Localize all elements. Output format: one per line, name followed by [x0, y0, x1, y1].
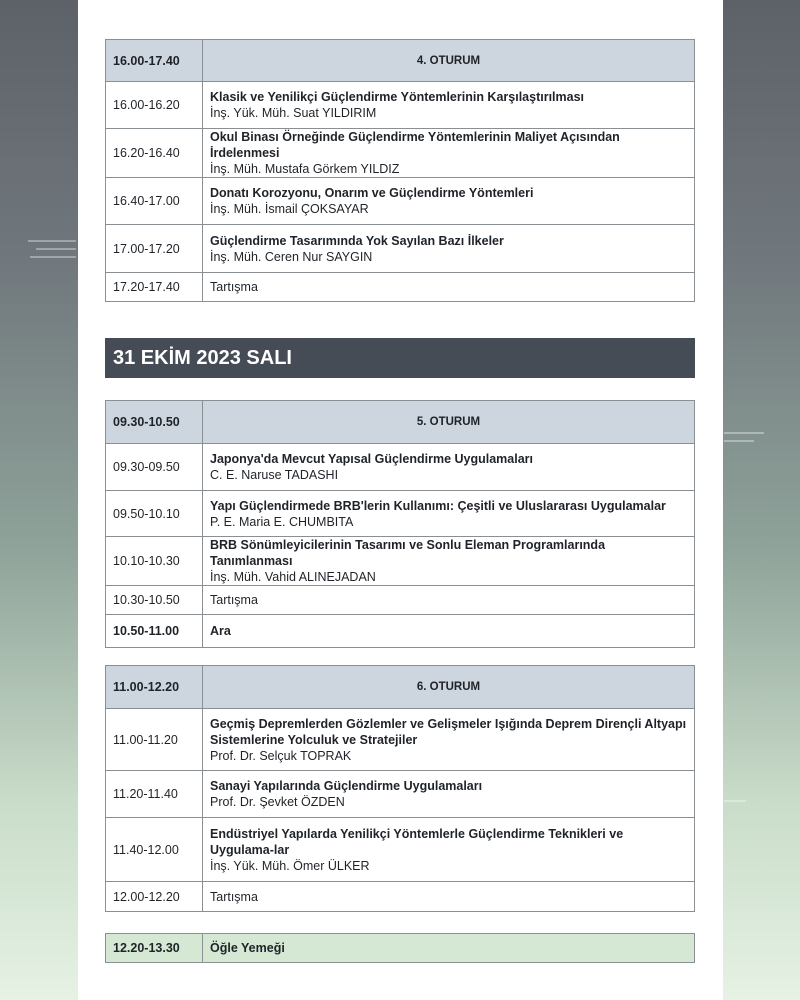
session-header: [106, 401, 695, 444]
row-time: 16.40-17.00: [106, 178, 203, 225]
lunch-cell: Öğle Yemeği: [203, 934, 695, 963]
table-row: [106, 129, 695, 178]
talk-speaker: İnş. Yük. Müh. Ömer ÜLKER: [210, 858, 370, 873]
discussion-cell: Tartışma: [203, 882, 695, 912]
row-time: 16.00-16.20: [106, 82, 203, 129]
row-time: 10.50-11.00: [106, 615, 203, 648]
row-time: 17.20-17.40: [106, 273, 203, 302]
session-5-table: [105, 400, 695, 648]
talk-title: BRB Sönümleyicilerinin Tasarımı ve Sonlu Eleman Programlarında Tanımlanması: [210, 538, 606, 568]
table-row: [106, 225, 695, 273]
row-time: 11.20-11.40: [106, 771, 203, 818]
table-row: [106, 771, 695, 818]
talk-speaker: İnş. Müh. Vahid ALINEJADAN: [210, 570, 376, 584]
talk-cell: [203, 709, 695, 771]
session-time: 11.00-12.20: [106, 666, 203, 709]
table-row: [106, 537, 695, 586]
table-row: [106, 818, 695, 882]
row-time: 11.00-11.20: [106, 709, 203, 771]
table-row: [106, 882, 695, 912]
talk-cell: [203, 491, 695, 537]
session-6-table: [105, 665, 695, 912]
talk-speaker: İnş. Müh. Ceren Nur SAYGIN: [210, 249, 373, 264]
session-4-table: [105, 39, 695, 302]
table-row: [106, 491, 695, 537]
talk-speaker: Prof. Dr. Şevket ÖZDEN: [210, 795, 345, 809]
talk-speaker: İnş. Müh. İsmail ÇOKSAYAR: [210, 202, 369, 216]
table-row: [106, 444, 695, 491]
talk-title: Japonya'da Mevcut Yapısal Güçlendirme Uygulamaları: [210, 452, 534, 466]
talk-cell: [203, 444, 695, 491]
table-row: [106, 178, 695, 225]
table-row: [106, 615, 695, 648]
talk-cell: [203, 225, 695, 273]
program-page: [78, 0, 723, 1000]
session-time: 09.30-10.50: [106, 401, 203, 444]
talk-speaker: İnş. Müh. Mustafa Görkem YILDIZ: [210, 162, 400, 176]
talk-cell: [203, 129, 695, 178]
talk-speaker: İnş. Yük. Müh. Suat YILDIRIM: [210, 106, 377, 120]
talk-speaker: Prof. Dr. Selçuk TOPRAK: [210, 748, 352, 763]
row-time: 09.50-10.10: [106, 491, 203, 537]
talk-title: Klasik ve Yenilikçi Güçlendirme Yöntemlerinin Karşılaştırılması: [210, 90, 585, 104]
talk-cell: [203, 771, 695, 818]
row-time: 12.00-12.20: [106, 882, 203, 912]
row-time: 10.30-10.50: [106, 586, 203, 615]
row-time: 16.20-16.40: [106, 129, 203, 178]
row-time: 10.10-10.30: [106, 537, 203, 586]
row-time: 17.00-17.20: [106, 225, 203, 273]
row-time: 12.20-13.30: [106, 934, 203, 963]
talk-title: Sanayi Yapılarında Güçlendirme Uygulamaları: [210, 779, 483, 793]
session-time: 16.00-17.40: [106, 40, 203, 82]
talk-title: Endüstriyel Yapılarda Yenilikçi Yöntemlerle Güçlendirme Teknikleri ve Uygulama-lar: [210, 826, 624, 857]
day-banner: 31 EKİM 2023 SALI: [105, 338, 695, 378]
discussion-cell: Tartışma: [203, 273, 695, 302]
session-title: 4. OTURUM: [203, 40, 695, 82]
talk-speaker: P. E. Maria E. CHUMBITA: [210, 514, 354, 529]
session-title: 6. OTURUM: [203, 666, 695, 709]
table-row: [106, 934, 695, 963]
talk-cell: [203, 537, 695, 586]
session-title: 5. OTURUM: [203, 401, 695, 444]
talk-title: Donatı Korozyonu, Onarım ve Güçlendirme Yöntemleri: [210, 186, 534, 200]
talk-title: Geçmiş Depremlerden Gözlemler ve Gelişmeler Işığında Deprem Dirençli Altyapı Sistemlerine Yolculuk ve Stratejiler: [210, 716, 687, 747]
talk-cell: [203, 82, 695, 129]
table-row: [106, 82, 695, 129]
table-row: [106, 273, 695, 302]
talk-cell: [203, 818, 695, 882]
discussion-cell: Tartışma: [203, 586, 695, 615]
table-row: [106, 586, 695, 615]
row-time: 11.40-12.00: [106, 818, 203, 882]
break-cell: Ara: [203, 615, 695, 648]
lunch-table: [105, 933, 695, 963]
talk-cell: [203, 178, 695, 225]
table-row: [106, 709, 695, 771]
talk-title: Yapı Güçlendirmede BRB'lerin Kullanımı: Çeşitli ve Uluslararası Uygulamalar: [210, 498, 666, 513]
row-time: 09.30-09.50: [106, 444, 203, 491]
talk-title: Güçlendirme Tasarımında Yok Sayılan Bazı İlkeler: [210, 233, 504, 248]
session-header: [106, 40, 695, 82]
talk-title: Okul Binası Örneğinde Güçlendirme Yöntemlerinin Maliyet Açısından İrdelenmesi: [210, 130, 620, 160]
talk-speaker: C. E. Naruse TADASHI: [210, 468, 339, 482]
session-header: [106, 666, 695, 709]
